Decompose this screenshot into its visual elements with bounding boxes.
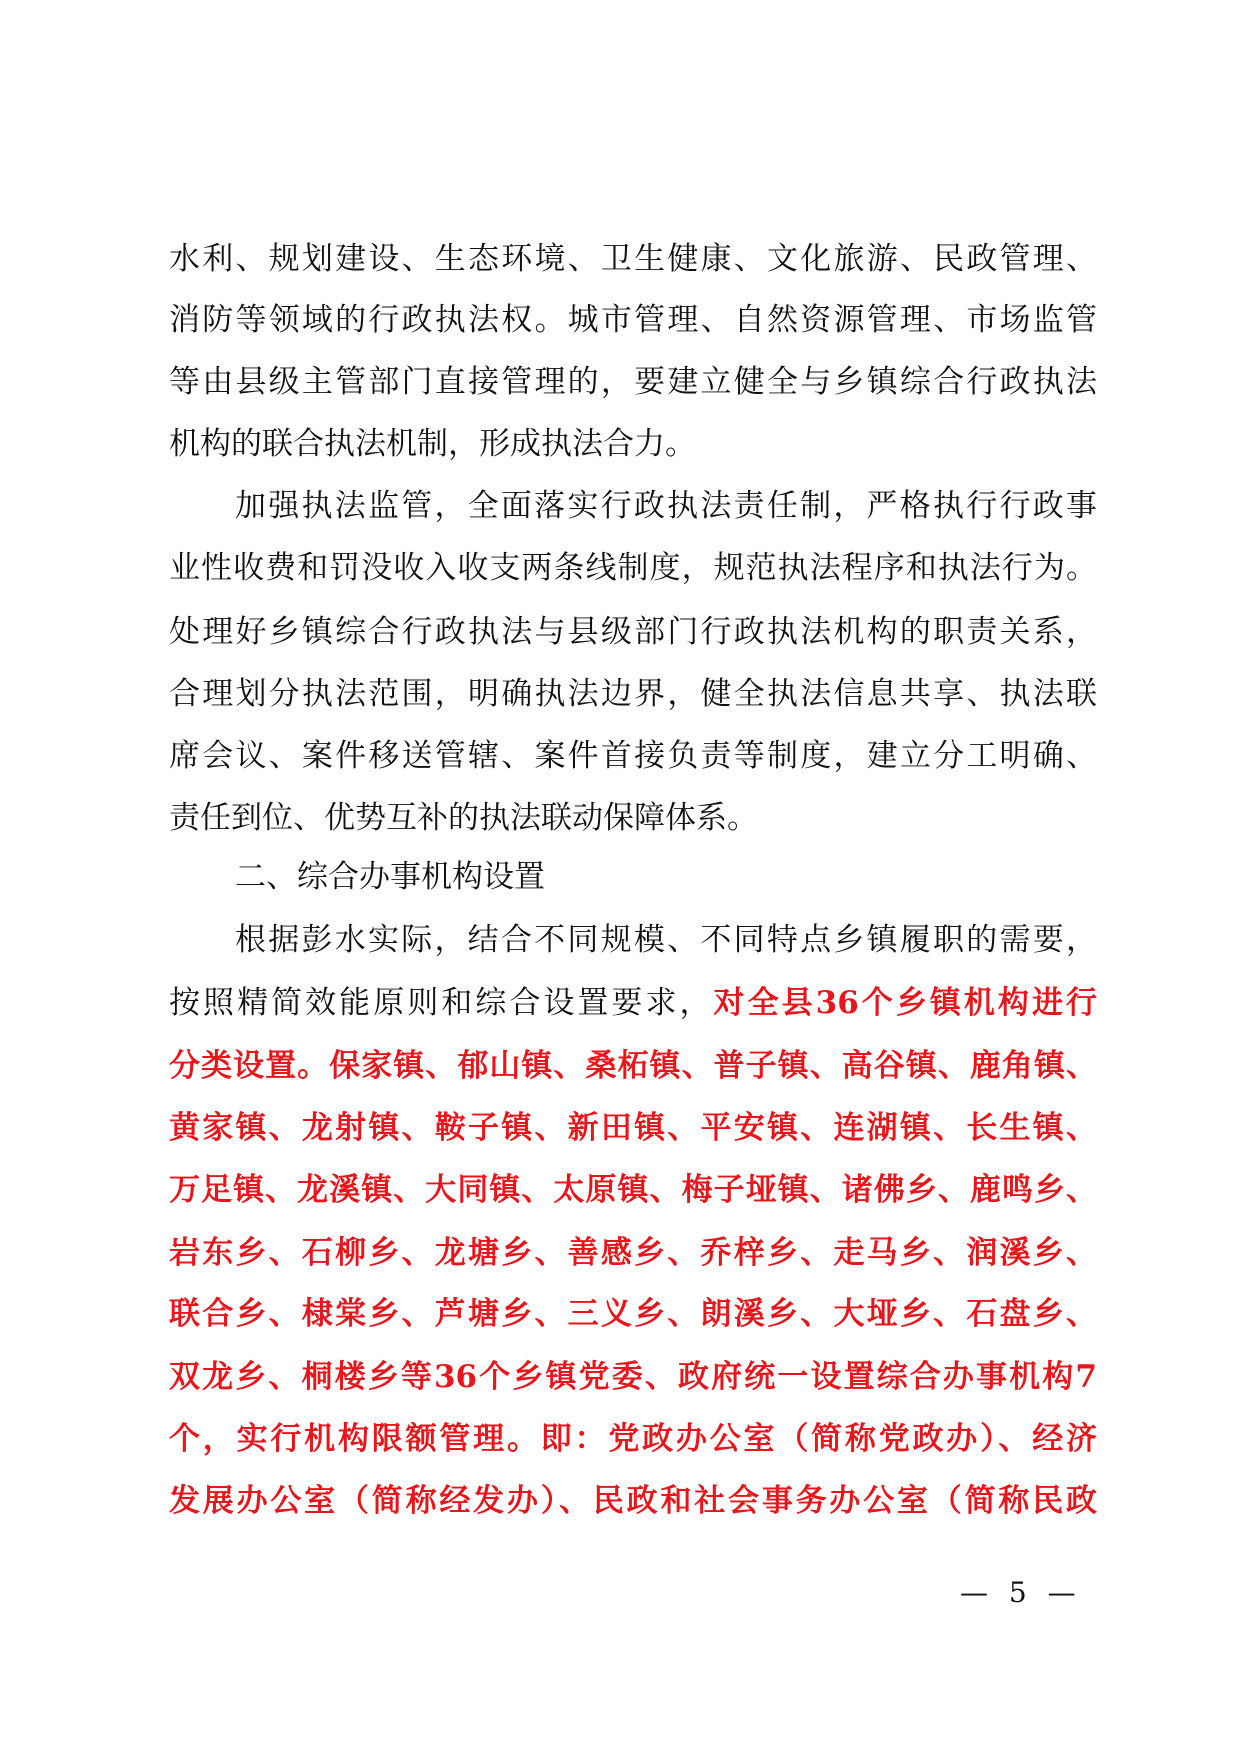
section-heading: 二、综合办事机构设置 <box>235 859 545 895</box>
highlighted-line: 黄家镇、龙射镇、鞍子镇、新田镇、平安镇、连湖镇、长生镇、 <box>169 1110 1097 1146</box>
highlighted-line: 发展办公室（简称经发办）、民政和社会事务办公室（简称民政 <box>169 1483 1097 1519</box>
text-line: 业性收费和罚没收入收支两条线制度，规范执法程序和执法行为。 <box>169 550 1097 586</box>
text-line: 机构的联合执法机制，形成执法合力。 <box>169 426 696 462</box>
text-line: 席会议、案件移送管辖、案件首接负责等制度，建立分工明确、 <box>169 738 1097 774</box>
text-line: 根据彭水实际，结合不同规模、不同特点乡镇履职的需要， <box>235 922 1097 958</box>
text-line: 水利、规划建设、生态环境、卫生健康、文化旅游、民政管理、 <box>169 241 1097 277</box>
highlighted-line: 个，实行机构限额管理。即：党政办公室（简称党政办）、经济 <box>169 1421 1097 1457</box>
text-line <box>169 983 1097 1023</box>
highlighted-line: 分类设置。保家镇、郁山镇、桑柘镇、普子镇、高谷镇、鹿角镇、 <box>169 1048 1097 1084</box>
highlighted-text: 对全县36个乡镇机构进行 <box>713 985 1098 1021</box>
text-segment: 按照精简效能原则和综合设置要求， <box>169 985 714 1021</box>
text-line: 责任到位、优势互补的执法联动保障体系。 <box>169 800 758 836</box>
text-line: 合理划分执法范围，明确执法边界，健全执法信息共享、执法联 <box>169 676 1097 712</box>
text-line: 消防等领域的行政执法权。城市管理、自然资源管理、市场监管 <box>169 302 1097 338</box>
highlighted-line: 联合乡、棣棠乡、芦塘乡、三义乡、朗溪乡、大垭乡、石盘乡、 <box>169 1296 1097 1332</box>
page-number: — 5 — <box>960 1576 1082 1609</box>
highlighted-line: 双龙乡、桐楼乡等36个乡镇党委、政府统一设置综合办事机构7 <box>169 1359 1097 1395</box>
highlighted-line: 万足镇、龙溪镇、大同镇、太原镇、梅子垭镇、诸佛乡、鹿鸣乡、 <box>169 1172 1097 1208</box>
text-line: 等由县级主管部门直接管理的，要建立健全与乡镇综合行政执法 <box>169 364 1097 400</box>
text-line: 处理好乡镇综合行政执法与县级部门行政执法机构的职责关系， <box>169 614 1097 650</box>
text-line: 加强执法监管，全面落实行政执法责任制，严格执行行政事 <box>235 488 1097 524</box>
highlighted-line: 岩东乡、石柳乡、龙塘乡、善感乡、乔梓乡、走马乡、润溪乡、 <box>169 1235 1097 1271</box>
